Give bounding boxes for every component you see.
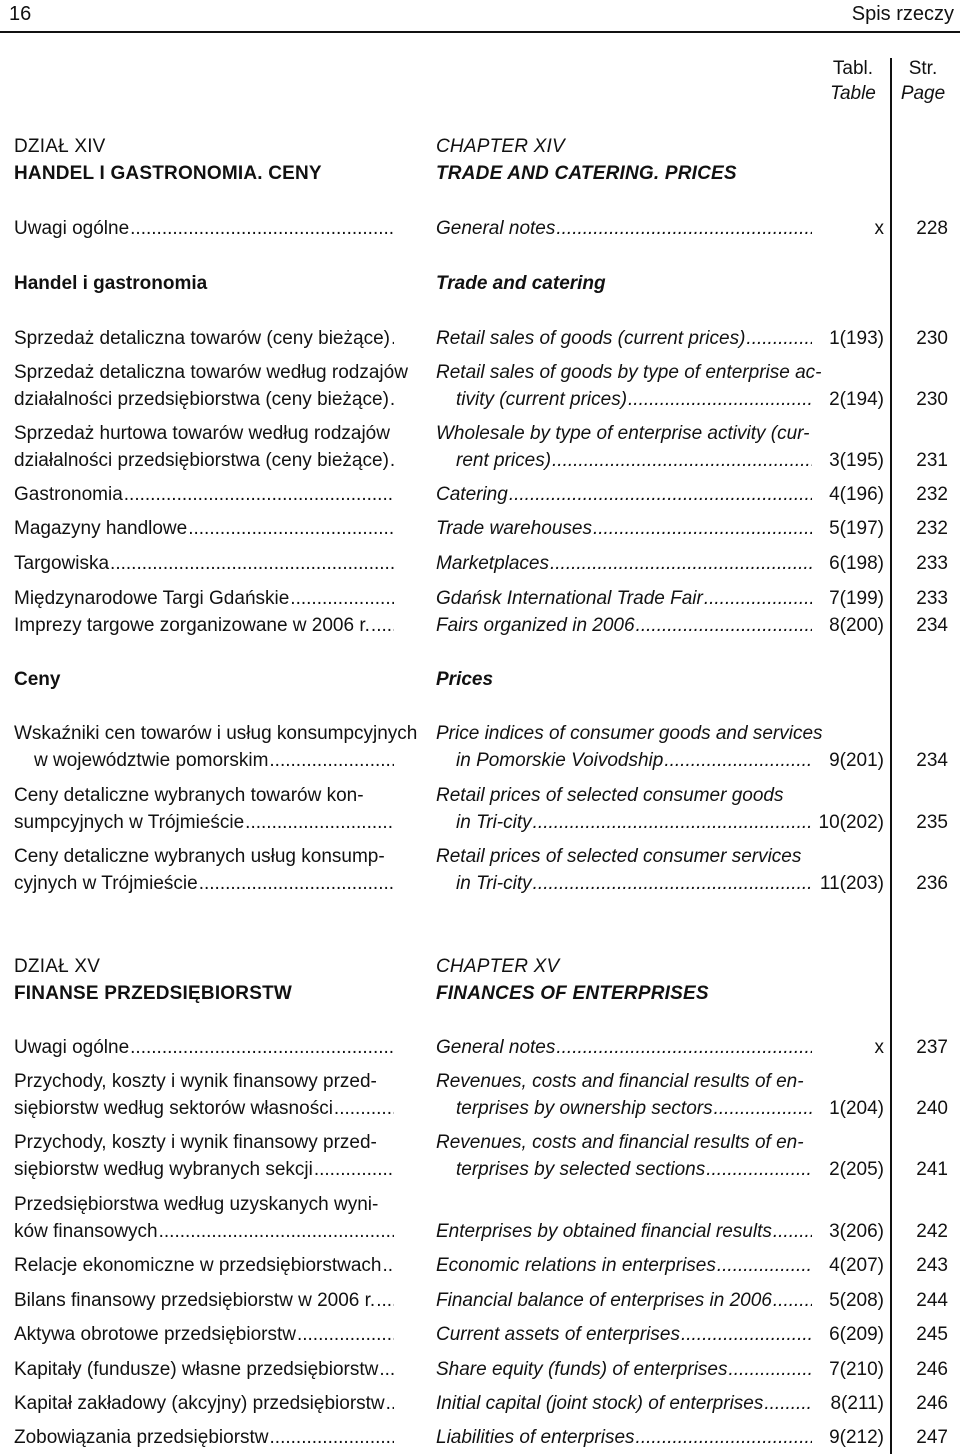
- dot-leader: [376, 1287, 394, 1314]
- page-header-en: Page: [900, 83, 946, 104]
- dot-leader: [509, 481, 812, 508]
- dot-leader: [290, 585, 394, 612]
- dot-leader: [314, 1156, 394, 1183]
- ch15-row-5-page-number: 244: [916, 1290, 948, 1311]
- ch15-row-2-pl-line1: Przychody, koszty i wynik finansowy przed-: [14, 1132, 377, 1153]
- page-column-header: [893, 56, 953, 106]
- subsection-trade-en: Trade and catering: [436, 273, 606, 294]
- ch14-row-1-pl: [14, 325, 394, 352]
- ch14-row-6-page-number: 233: [916, 553, 948, 574]
- chapter-14-title-pl: HANDEL I GASTRONOMIA. CENY: [14, 163, 322, 184]
- ch14-price-row-1-pl-line2-label: w województwie pomorskim: [34, 750, 269, 771]
- ch14-row-2-en-line2: [436, 386, 812, 413]
- ch15-row-3-table-number: 3(206): [829, 1221, 884, 1242]
- ch15-row-1-en-line2: [436, 1095, 812, 1122]
- ch14-notes-pl-label: Uwagi ogólne: [14, 218, 130, 239]
- ch15-row-3-en: [436, 1218, 812, 1245]
- ch14-row-3-pl-line2: [14, 447, 394, 474]
- ch14-row-4-pl-label: Gastronomia: [14, 484, 123, 505]
- dot-leader: [764, 1390, 812, 1417]
- dot-leader: [270, 1424, 394, 1451]
- page-header-pl: Str.: [908, 58, 938, 79]
- ch15-notes-page: 237: [916, 1037, 948, 1058]
- ch15-row-8-en: [436, 1390, 812, 1417]
- ch15-row-7-pl-label: Kapitały (fundusze) własne przedsiębiorstw: [14, 1359, 379, 1380]
- ch15-row-5-en-label: Financial balance of enterprises in 2006: [436, 1290, 772, 1311]
- dot-leader: [714, 1095, 812, 1122]
- chapter-14-label-pl: DZIAŁ XIV: [14, 136, 106, 157]
- chapter-15-title-pl: FINANSE PRZEDSIĘBIORSTW: [14, 983, 293, 1004]
- ch14-row-7-page-number: 233: [916, 588, 948, 609]
- ch14-price-row-2-en-line2-label: in Tri-city: [456, 812, 532, 833]
- ch14-row-5-pl-label: Magazyny handlowe: [14, 518, 188, 539]
- ch15-row-7-en: [436, 1356, 812, 1383]
- dot-leader: [773, 1287, 812, 1314]
- ch15-row-4-page-number: 243: [916, 1255, 948, 1276]
- ch14-price-row-3-pl-line2: [14, 870, 394, 897]
- ch14-price-row-2-en-line1: Retail prices of selected consumer goods: [436, 785, 784, 806]
- ch15-row-5-pl-label: Bilans finansowy przedsiębiorstw w 2006 r.: [14, 1290, 376, 1311]
- ch14-price-row-3-page-number: 236: [916, 873, 948, 894]
- ch15-row-9-table-number: 9(212): [829, 1427, 884, 1448]
- dot-leader: [297, 1321, 394, 1348]
- ch14-notes-en-label: General notes: [436, 218, 556, 239]
- ch14-row-3-en-line1: Wholesale by type of enterprise activity (cur-: [436, 423, 810, 444]
- dot-leader: [628, 386, 812, 413]
- ch15-row-1-en-line1: Revenues, costs and financial results of en-: [436, 1071, 804, 1092]
- ch14-price-row-3-en-line1: Retail prices of selected consumer services: [436, 846, 802, 867]
- ch15-row-6-table-number: 6(209): [829, 1324, 884, 1345]
- ch14-row-8-en: [436, 612, 812, 639]
- ch14-row-5-en-label: Trade warehouses: [436, 518, 592, 539]
- ch14-row-6-pl-label: Targowiska: [14, 553, 110, 574]
- table-header-pl: Tabl.: [832, 58, 874, 79]
- ch15-row-8-en-label: Initial capital (joint stock) of enterprises: [436, 1393, 764, 1414]
- ch14-notes-table: x: [874, 218, 884, 239]
- ch15-row-5-pl: [14, 1287, 394, 1314]
- ch14-row-1-table-number: 1(193): [829, 328, 884, 349]
- ch15-row-8-page-number: 246: [916, 1393, 948, 1414]
- ch14-row-3-en-line2: [436, 447, 812, 474]
- dot-leader: [188, 515, 394, 542]
- ch14-row-3-page-number: 231: [916, 450, 948, 471]
- dot-leader: [383, 1252, 394, 1279]
- ch15-row-1-pl-line2-label: siębiorstw według sektorów własności: [14, 1098, 333, 1119]
- ch14-notes-en: [436, 215, 812, 242]
- ch15-row-2-en-line2: [436, 1156, 812, 1183]
- ch15-notes-en: [436, 1034, 812, 1061]
- dot-leader: [159, 1218, 394, 1245]
- ch14-row-7-en: [436, 585, 812, 612]
- ch15-row-8-pl: [14, 1390, 394, 1417]
- ch14-row-5-en: [436, 515, 812, 542]
- ch14-row-8-table-number: 8(200): [829, 615, 884, 636]
- ch15-row-1-pl-line2: [14, 1095, 394, 1122]
- ch14-row-4-pl: [14, 481, 394, 508]
- dot-leader: [379, 1356, 394, 1383]
- dot-leader: [664, 747, 812, 774]
- ch15-row-9-pl-label: Zobowiązania przedsiębiorstw: [14, 1427, 269, 1448]
- ch14-price-row-2-pl-line2: [14, 809, 394, 836]
- page-header: [0, 0, 960, 33]
- column-divider: [890, 58, 892, 1454]
- ch14-row-2-en-line2-label: tivity (current prices): [456, 389, 628, 410]
- ch14-price-row-1-en-line2-label: in Pomorskie Voivodship: [456, 750, 664, 771]
- ch15-row-1-pl-line1: Przychody, koszty i wynik finansowy przed-: [14, 1071, 377, 1092]
- ch14-row-8-en-label: Fairs organized in 2006: [436, 615, 635, 636]
- ch14-row-5-pl: [14, 515, 394, 542]
- ch14-row-6-pl: [14, 550, 394, 577]
- dot-leader: [124, 481, 394, 508]
- ch14-row-1-en-label: Retail sales of goods (current prices): [436, 328, 746, 349]
- dot-leader: [636, 612, 812, 639]
- ch14-price-row-3-table-number: 11(203): [819, 873, 884, 894]
- dot-leader: [746, 325, 812, 352]
- ch15-row-4-en: [436, 1252, 812, 1279]
- chapter-15-title-en: FINANCES OF ENTERPRISES: [436, 983, 709, 1004]
- ch14-row-2-pl-line1: Sprzedaż detaliczna towarów według rodzajów: [14, 362, 408, 383]
- dot-leader: [390, 447, 394, 474]
- ch15-row-2-page-number: 241: [916, 1159, 948, 1180]
- ch14-row-1-en: [436, 325, 812, 352]
- ch15-row-2-en-line1: Revenues, costs and financial results of en-: [436, 1132, 804, 1153]
- ch14-row-4-en: [436, 481, 812, 508]
- ch15-row-3-pl-line2-label: ków finansowych: [14, 1221, 158, 1242]
- ch15-row-6-pl-label: Aktywa obrotowe przedsiębiorstw: [14, 1324, 296, 1345]
- ch14-row-2-en-line1: Retail sales of goods by type of enterprise ac-: [436, 362, 822, 383]
- ch15-notes-table: x: [874, 1037, 884, 1058]
- dot-leader: [773, 1218, 812, 1245]
- dot-leader: [245, 809, 394, 836]
- ch14-row-7-pl-label: Międzynarodowe Targi Gdańskie: [14, 588, 290, 609]
- ch14-row-2-table-number: 2(194): [829, 389, 884, 410]
- ch15-row-3-pl-line1: Przedsiębiorstwa według uzyskanych wyni-: [14, 1194, 379, 1215]
- dot-leader: [556, 215, 812, 242]
- ch14-row-1-pl-label: Sprzedaż detaliczna towarów (ceny bieżące): [14, 328, 390, 349]
- dot-leader: [533, 809, 812, 836]
- dot-leader: [729, 1356, 813, 1383]
- chapter-14-title-en: TRADE AND CATERING. PRICES: [436, 163, 737, 184]
- ch15-row-6-en-label: Current assets of enterprises: [436, 1324, 680, 1345]
- ch15-row-3-en-label: Enterprises by obtained financial results: [436, 1221, 772, 1242]
- dot-leader: [717, 1252, 812, 1279]
- dot-leader: [199, 870, 394, 897]
- dot-leader: [386, 1390, 394, 1417]
- ch15-row-6-en: [436, 1321, 812, 1348]
- dot-leader: [681, 1321, 812, 1348]
- subsection-prices-en: Prices: [436, 669, 494, 690]
- ch14-price-row-1-pl-line1: Wskaźniki cen towarów i usług konsumpcyjnych: [14, 723, 418, 744]
- ch14-price-row-3-pl-line2-label: cyjnych w Trójmieście: [14, 873, 198, 894]
- ch15-row-9-pl: [14, 1424, 394, 1451]
- ch15-notes-en-label: General notes: [436, 1037, 556, 1058]
- dot-leader: [533, 870, 812, 897]
- ch15-row-8-pl-label: Kapitał zakładowy (akcyjny) przedsiębiorstw: [14, 1393, 385, 1414]
- ch14-row-6-table-number: 6(198): [829, 553, 884, 574]
- dot-leader: [704, 585, 812, 612]
- table-header-en: Table: [830, 83, 876, 104]
- ch15-row-7-en-label: Share equity (funds) of enterprises: [436, 1359, 728, 1380]
- dot-leader: [371, 612, 394, 639]
- ch14-row-8-pl-label: Imprezy targowe zorganizowane w 2006 r.: [14, 615, 370, 636]
- ch14-row-4-table-number: 4(196): [829, 484, 884, 505]
- ch15-row-7-pl: [14, 1356, 394, 1383]
- ch14-price-row-2-table-number: 10(202): [818, 812, 884, 833]
- ch14-notes-pl: [14, 215, 394, 242]
- ch14-row-5-page-number: 232: [916, 518, 948, 539]
- ch14-price-row-2-pl-line2-label: sumpcyjnych w Trójmieście: [14, 812, 245, 833]
- subsection-prices-pl: Ceny: [14, 669, 61, 690]
- ch14-price-row-2-page-number: 235: [916, 812, 948, 833]
- ch15-row-1-en-line2-label: terprises by ownership sectors: [456, 1098, 713, 1119]
- ch14-row-2-pl-line2: [14, 386, 394, 413]
- ch14-row-7-en-label: Gdańsk International Trade Fair: [436, 588, 703, 609]
- ch15-row-1-page-number: 240: [916, 1098, 948, 1119]
- ch15-row-4-pl: [14, 1252, 394, 1279]
- ch15-row-5-table-number: 5(208): [829, 1290, 884, 1311]
- ch14-row-5-table-number: 5(197): [829, 518, 884, 539]
- ch14-row-3-table-number: 3(195): [829, 450, 884, 471]
- page-number: 16: [9, 3, 32, 25]
- ch15-row-6-page-number: 245: [916, 1324, 948, 1345]
- ch15-row-4-pl-label: Relacje ekonomiczne w przedsiębiorstwach: [14, 1255, 382, 1276]
- table-column-header: [818, 56, 888, 106]
- ch15-notes-pl: [14, 1034, 394, 1061]
- ch14-row-3-en-line2-label: rent prices): [456, 450, 552, 471]
- ch14-price-row-1-en-line2: [436, 747, 812, 774]
- dot-leader: [334, 1095, 394, 1122]
- chapter-15-label-pl: DZIAŁ XV: [14, 956, 101, 977]
- dot-leader: [556, 1034, 812, 1061]
- dot-leader: [391, 325, 394, 352]
- ch15-row-2-table-number: 2(205): [829, 1159, 884, 1180]
- ch14-row-4-page-number: 232: [916, 484, 948, 505]
- section-title: Spis rzeczy: [851, 3, 954, 25]
- ch14-price-row-3-en-line2-label: in Tri-city: [456, 873, 532, 894]
- ch14-row-7-pl: [14, 585, 394, 612]
- chapter-14-label-en: CHAPTER XIV: [436, 136, 565, 157]
- ch15-row-7-page-number: 246: [916, 1359, 948, 1380]
- chapter-15-label-en: CHAPTER XV: [436, 956, 560, 977]
- dot-leader: [706, 1156, 812, 1183]
- ch14-row-3-pl-line1: Sprzedaż hurtowa towarów według rodzajów: [14, 423, 390, 444]
- ch14-row-4-en-label: Catering: [436, 484, 508, 505]
- ch14-row-3-pl-line2-label: działalności przedsiębiorstwa (ceny bieżące): [14, 450, 389, 471]
- ch15-row-1-table-number: 1(204): [829, 1098, 884, 1119]
- dot-leader: [269, 747, 394, 774]
- dot-leader: [390, 386, 394, 413]
- ch14-row-1-page-number: 230: [916, 328, 948, 349]
- dot-leader: [636, 1424, 812, 1451]
- ch14-row-2-pl-line2-label: działalności przedsiębiorstwa (ceny bieżące): [14, 389, 389, 410]
- ch15-row-2-pl-line2: [14, 1156, 394, 1183]
- ch14-price-row-2-pl-line1: Ceny detaliczne wybranych towarów kon-: [14, 785, 364, 806]
- ch15-row-4-en-label: Economic relations in enterprises: [436, 1255, 716, 1276]
- ch14-row-6-en: [436, 550, 812, 577]
- dot-leader: [110, 550, 394, 577]
- ch15-row-6-pl: [14, 1321, 394, 1348]
- dot-leader: [130, 1034, 394, 1061]
- ch15-row-7-table-number: 7(210): [829, 1359, 884, 1380]
- ch15-row-2-pl-line2-label: siębiorstw według wybranych sekcji: [14, 1159, 313, 1180]
- ch15-row-3-pl-line2: [14, 1218, 394, 1245]
- ch15-notes-pl-label: Uwagi ogólne: [14, 1037, 130, 1058]
- ch15-row-5-en: [436, 1287, 812, 1314]
- dot-leader: [593, 515, 812, 542]
- ch15-row-9-page-number: 247: [916, 1427, 948, 1448]
- subsection-trade-pl: Handel i gastronomia: [14, 273, 208, 294]
- ch15-row-4-table-number: 4(207): [829, 1255, 884, 1276]
- ch14-price-row-1-page-number: 234: [916, 750, 948, 771]
- ch15-row-9-en-label: Liabilities of enterprises: [436, 1427, 635, 1448]
- ch14-price-row-3-en-line2: [436, 870, 812, 897]
- ch15-row-3-page-number: 242: [916, 1221, 948, 1242]
- ch14-price-row-2-en-line2: [436, 809, 812, 836]
- dot-leader: [550, 550, 812, 577]
- dot-leader: [552, 447, 812, 474]
- ch14-price-row-1-pl-line2: [14, 747, 394, 774]
- ch14-price-row-1-en-line1: Price indices of consumer goods and services: [436, 723, 823, 744]
- ch14-price-row-1-table-number: 9(201): [829, 750, 884, 771]
- ch14-row-8-page-number: 234: [916, 615, 948, 636]
- ch15-row-2-en-line2-label: terprises by selected sections: [456, 1159, 706, 1180]
- dot-leader: [130, 215, 394, 242]
- ch14-row-6-en-label: Marketplaces: [436, 553, 549, 574]
- ch15-row-8-table-number: 8(211): [830, 1393, 884, 1414]
- ch15-row-9-en: [436, 1424, 812, 1451]
- ch14-row-7-table-number: 7(199): [829, 588, 884, 609]
- ch14-price-row-3-pl-line1: Ceny detaliczne wybranych usług konsump-: [14, 846, 385, 867]
- ch14-notes-page: 228: [916, 218, 948, 239]
- ch14-row-8-pl: [14, 612, 394, 639]
- ch14-row-2-page-number: 230: [916, 389, 948, 410]
